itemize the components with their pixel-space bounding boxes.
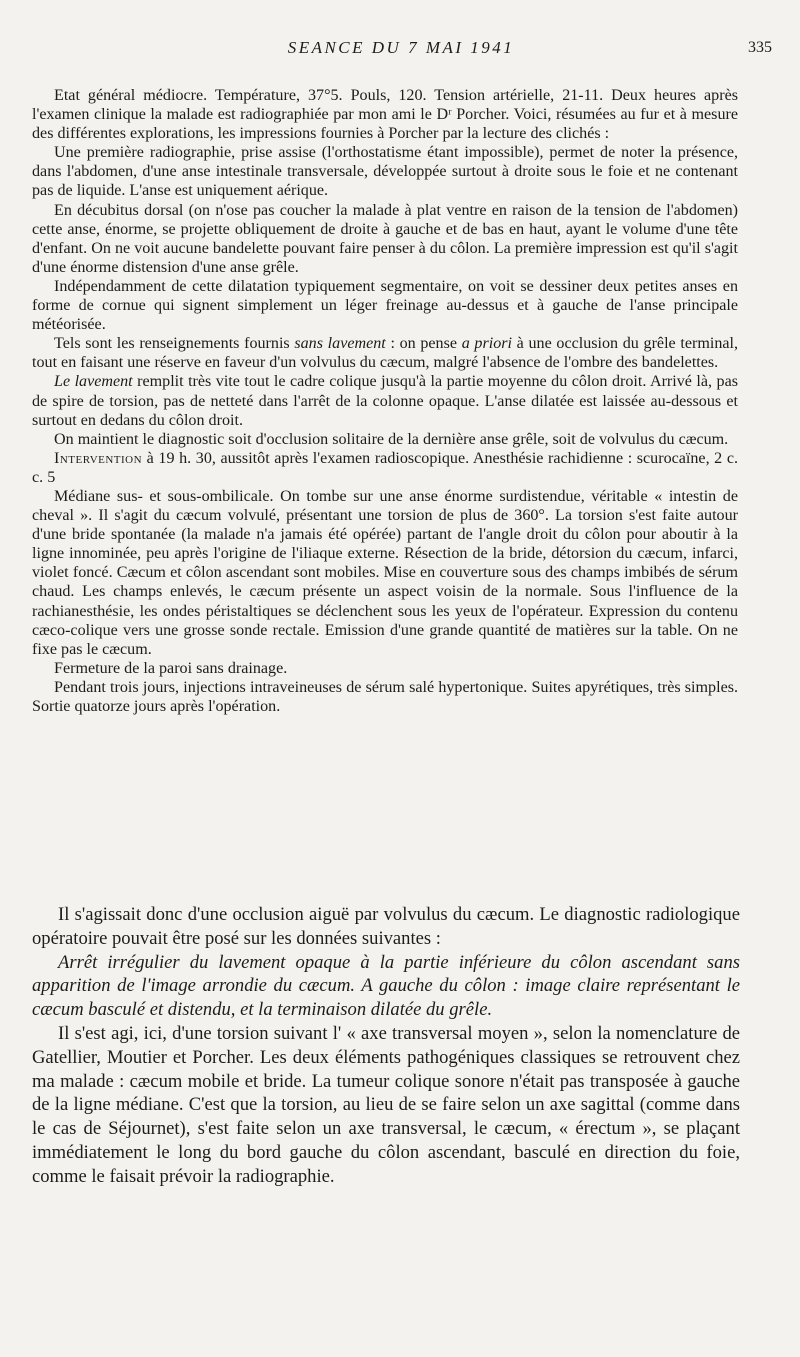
paragraph-radiologic-signs: Arrêt irrégulier du lavement opaque à la partie inférieure du côlon ascendant sans apparition de l'image arrondie du cæcum. A gauche du côlon : image claire représentant le cæcum basculé et distendu, et la terminaison dilatée du grêle. bbox=[32, 951, 740, 1021]
page-header bbox=[30, 38, 772, 62]
text-run: : on pense bbox=[385, 335, 462, 353]
paragraph-torsion-axis: Il s'est agi, ici, d'une torsion suivant l' « axe transversal moyen », selon la nomenclature de Gatellier, Moutier et Porcher. Les deux éléments pathogéniques classiques se retrouvent chez ma malade : cæcum mobile et bride. La tumeur colique sonore n'était pas transposée à gauche de la ligne médiane. C'est que la torsion, au lieu de se faire selon un axe sagittal (comme dans le cas de Séjournet), s'est faite selon un axe transversal, le cæcum, « érectum », se plaçant immédiatement le long du bord gauche du côlon ascendant, basculé en direction du foie, comme le faisait prévoir la radiographie. bbox=[32, 1022, 740, 1187]
paragraph-intervention bbox=[32, 449, 738, 487]
paragraph-conclusion: Il s'agissait donc d'une occlusion aiguë par volvulus du cæcum. Le diagnostic radiologique opératoire pouvait être posé sur les données suivantes : bbox=[32, 904, 740, 949]
small-caps-run: Intervention bbox=[54, 449, 143, 467]
paragraph-information-without-enema bbox=[32, 334, 738, 372]
paragraph-general-state: Etat général médiocre. Température, 37°5. Pouls, 120. Tension artérielle, 21-11. Deux heures après l'examen clinique la malade est radiographiée par mon ami le Dʳ Porcher. Voici, résumées au fur et à mesure des différentes explorations, les impressions fournies à Porcher par la lecture des clichés : bbox=[32, 87, 738, 143]
paragraph-first-radiograph: Une première radiographie, prise assise (l'orthostatisme étant impossible), permet de noter la présence, dans l'abdomen, d'une anse intestinale transversale, développée surtout à droite sous le foie et ne contenant pas de liquide. L'anse est uniquement aérique. bbox=[32, 144, 738, 200]
running-title: SEANCE DU 7 MAI 1941 bbox=[287, 38, 515, 57]
paragraph-postoperative: Pendant trois jours, injections intraveineuses de sérum salé hypertonique. Suites apyrétiques, très simples. Sortie quatorze jours après l'opération. bbox=[32, 678, 738, 715]
italic-run: a priori bbox=[461, 335, 512, 353]
text-run: remplit très vite tout le cadre colique jusqu'à la partie moyenne du côlon droit. Arrivé là, pas de spire de torsion, pas de netteté dans l'arrêt de la colonne opaque. L'anse dilatée est laissée au-dessous et surtout en dedans du côlon droit. bbox=[32, 373, 738, 429]
discussion-section bbox=[32, 903, 740, 1189]
case-report-section bbox=[32, 86, 738, 716]
italic-run: sans lavement bbox=[294, 335, 386, 353]
text-run: à 19 h. 30, aussitôt après l'examen radioscopique. Anesthésie rachidienne : scurocaïne, 2 c. c. 5 bbox=[32, 449, 738, 486]
italic-run: Le lavement bbox=[54, 373, 133, 391]
paragraph-closure: Fermeture de la paroi sans drainage. bbox=[54, 659, 288, 677]
paragraph-operation: Médiane sus- et sous-ombilicale. On tombe sur une anse énorme surdistendue, véritable « intestin de cheval ». Il s'agit du cæcum volvulé, présentant une torsion de plus de 360°. La torsion s'est faite autour d'une bride spontanée (la malade n'a jamais été opérée) partant de l'angle droit du côlon pour aboutir à la ligne innominée, peu après l'origine de l'iliaque externe. Résection de la bride, détorsion du cæcum, infarci, violet foncé. Cæcum et côlon ascendant sont mobiles. Mise en couverture sous des champs imbibés de sérum chaud. Les champs enlevés, le cæcum présente un aspect voisin de la normale. Sous l'influence de la rachianesthésie, les ondes péristaltiques se déclenchent sous les yeux de l'opérateur. Expression du contenu cæco-colique vers une grosse sonde rectale. Emission d'une grande quantité de matières sur la table. On ne fixe pas le cæcum. bbox=[32, 487, 738, 658]
paragraph-segmental-dilatation: Indépendamment de cette dilatation typiquement segmentaire, on voit se dessiner deux petites anses en forme de cornue qui signent simplement un léger freinage au-dessus et à gauche de l'anse principale météorisée. bbox=[32, 277, 738, 334]
paragraph-enema bbox=[32, 372, 738, 429]
paragraph-dorsal-decubitus: En décubitus dorsal (on n'ose pas coucher la malade à plat ventre en raison de la tension de l'abdomen) cette anse, énorme, se projette obliquement de droite à gauche et de bas en haut, ayant le volume d'une tête d'enfant. On ne voit aucune bandelette pouvant faire penser à du côlon. La première impression est qu'il s'agit d'une énorme distension d'une anse grêle. bbox=[32, 201, 738, 276]
page-number: 335 bbox=[748, 39, 772, 56]
text-run: à une occlusion du grêle terminal, tout en faisant une réserve en faveur d'un volvulus du cæcum, malgré l'absence de l'ombre des bandelettes. bbox=[32, 335, 739, 372]
paragraph-diagnosis: On maintient le diagnostic soit d'occlusion solitaire de la dernière anse grêle, soit de volvulus du cæcum. bbox=[54, 430, 729, 448]
text-run: Tels sont les renseignements fournis bbox=[54, 335, 295, 353]
